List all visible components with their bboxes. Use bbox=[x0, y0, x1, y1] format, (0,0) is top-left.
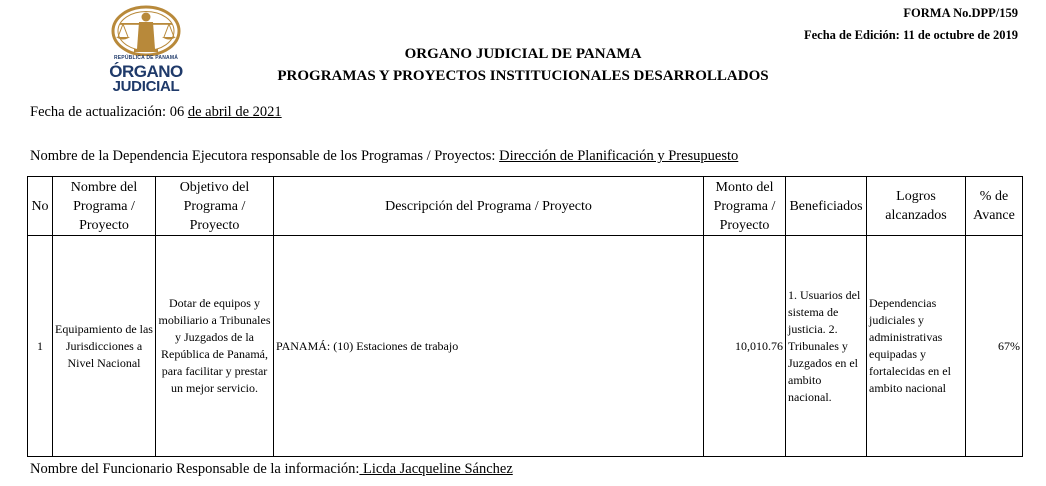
update-date-line bbox=[30, 104, 282, 121]
document-title: ORGANO JUDICIAL DE PANAMA bbox=[404, 46, 642, 62]
logo-country-text: REPÚBLICA DE PANAMÁ bbox=[113, 55, 179, 61]
document-subtitle: PROGRAMAS Y PROYECTOS INSTITUCIONALES DESARROLLADOS bbox=[277, 68, 769, 84]
cell-beneficiaries: 1. Usuarios del sistema de justicia. 2. Tribunales y Juzgados en el ambito nacional. bbox=[786, 236, 867, 457]
header-achievements: Logros alcanzados bbox=[867, 177, 966, 236]
header-no: No bbox=[28, 177, 53, 236]
responsible-value: Licda Jacqueline Sánchez bbox=[359, 461, 513, 477]
dependency-value: Dirección de Planificación y Presupuesto bbox=[499, 148, 739, 164]
header-description: Descripción del Programa / Proyecto bbox=[274, 177, 704, 236]
logo-text-line1: ÓRGANO bbox=[109, 62, 183, 81]
programs-table bbox=[27, 176, 1023, 457]
cell-no: 1 bbox=[28, 236, 53, 457]
update-date-value: de abril de 2021 bbox=[187, 104, 282, 120]
cell-name: Equipamiento de las Jurisdicciones a Nivel Nacional bbox=[53, 236, 156, 457]
edit-date: Fecha de Edición: 11 de octubre de 2019 bbox=[803, 28, 1018, 42]
header-amount: Monto del Programa / Proyecto bbox=[704, 177, 786, 236]
logo-text-line2: JUDICIAL bbox=[112, 78, 180, 95]
cell-objective: Dotar de equipos y mobiliario a Tribunales y Juzgados de la República de Panamá, para facilitar y prestar un mejor servicio. bbox=[156, 236, 274, 457]
table-header-row bbox=[28, 177, 1023, 236]
update-date-label: Fecha de actualización: 06 bbox=[30, 104, 188, 120]
dependency-line bbox=[30, 148, 738, 165]
responsible-line bbox=[30, 461, 513, 478]
cell-amount: 10,010.76 bbox=[704, 236, 786, 457]
header-objective: Objetivo del Programa / Proyecto bbox=[156, 177, 274, 236]
header-progress: % de Avance bbox=[966, 177, 1023, 236]
cell-achievements: Dependencias judiciales y administrativas equipadas y fortalecidas en el ambito nacional bbox=[867, 236, 966, 457]
cell-progress: 67% bbox=[966, 236, 1023, 457]
cell-description: PANAMÁ: (10) Estaciones de trabajo bbox=[274, 236, 704, 457]
form-code: FORMA No.DPP/159 bbox=[903, 6, 1018, 20]
dependency-label: Nombre de la Dependencia Ejecutora responsable de los Programas / Proyectos: bbox=[30, 148, 500, 164]
responsible-label: Nombre del Funcionario Responsable de la información: bbox=[30, 461, 360, 477]
header-beneficiaries: Beneficiados bbox=[786, 177, 867, 236]
table-row bbox=[28, 236, 1023, 457]
header-name: Nombre del Programa / Proyecto bbox=[53, 177, 156, 236]
